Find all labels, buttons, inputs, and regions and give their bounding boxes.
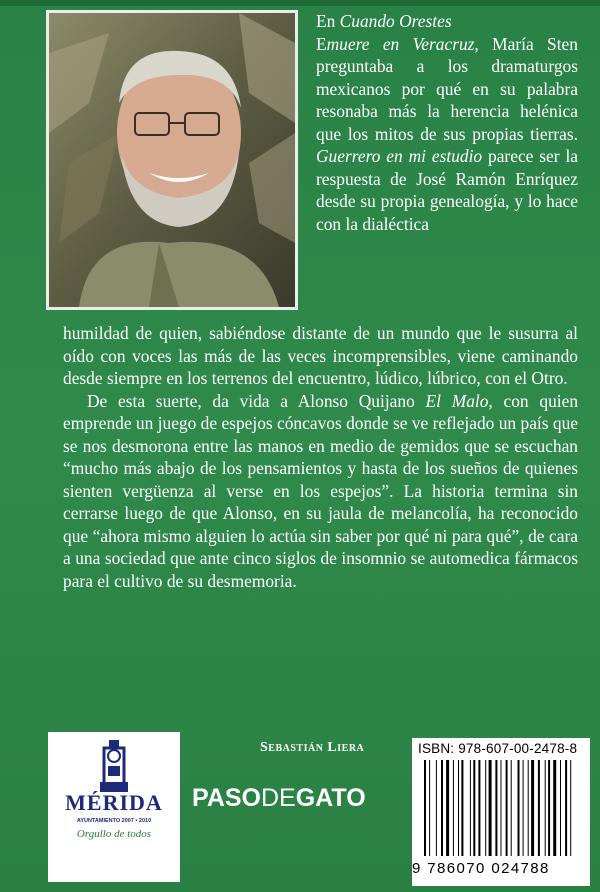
blurb-author: Sebastián Liera [260,740,365,755]
barcode-bar [495,760,497,856]
barcode-bar [538,760,540,856]
publisher-word: GATO [295,784,366,812]
drop-letter: E [316,33,327,54]
barcode-bar [470,760,471,856]
barcode-bar [545,760,546,856]
merida-title: MÉRIDA [65,790,163,815]
barcode-bar [458,760,459,856]
drop-letter: E [316,11,327,31]
barcode-bar [506,760,508,856]
book-title: Guerrero en mi estudio [316,146,483,166]
barcode-bar [531,760,534,856]
blurb-column-top [316,10,578,235]
barcode-graphic [424,760,584,856]
barcode-bar [553,760,556,856]
blurb-text: De esta suerte, da vida a Alonso Quijano [87,390,426,411]
barcode-bar [478,760,480,856]
barcode-bar [528,760,529,856]
blurb-text: María Sten preguntaba a los dramaturgos mexicanos por qué en su palabra resonaba más la herencia helénica que los mitos de sus propias tierras. [316,33,578,144]
barcode-bar [489,760,492,856]
publisher-word: PASO [192,784,261,812]
blurb-text: con quien emprende un juego de espejos cóncavos donde se ve reflejado un país que se nos desmorona entre las manos en medio de gemidos que se escuchan “mucho más abajo de los pensamientos y hasta de los sueños de quienes sienten vergüenza al verse en los espejos”. La historia termina sin cerrarse luego de que Alonso, en su jaula de melancolía, ha reconocido que “ahora mismo alguien lo actúa sin saber por qué ni para qué”, de cara a una sociedad que ante cinco siglos de insomnio se automedica fármacos para el cultivo de su desmemoria. [63,390,579,591]
merida-subtitle: AYUNTAMIENTO 2007 • 2010 [76,818,152,824]
blurb-paragraph-1: humildad de quien, sabiéndose distante de un mundo que le susurra al oído con voces las más de las veces incomprensibles, viene caminando desde siempre en los terrenos del encuentro, lúdico, lúbrico, con el Otro. [63,323,578,388]
publisher-word: DE [261,784,296,812]
author-photo [46,10,298,310]
play-title: muere en Veracruz, [326,33,479,54]
barcode-bar [453,760,454,856]
blurb-paragraph-2 [63,390,578,593]
cover-edge [0,0,600,6]
character-title: El Malo, [425,390,493,411]
barcode-bar [461,760,463,856]
publisher-logo [192,784,366,813]
barcode-bar [518,760,520,856]
merida-tagline: Orgullo de todos [76,828,152,840]
barcode-bar [501,760,502,856]
merida-logo [48,732,180,882]
barcode-bar [446,760,449,856]
blurb-column-bottom [63,322,578,592]
barcode-bar [548,760,550,856]
barcode-bar [565,760,567,856]
isbn-label: ISBN: 978-607-00-2478-8 [418,741,578,756]
barcode-bar [436,760,437,856]
barcode-bar [523,760,524,856]
blurb-text: n [326,11,340,31]
barcode-bar [485,760,486,856]
barcode-digits: 9 786070 024788 [412,860,550,877]
barcode-bar [511,760,512,856]
blurb-text: parece ser la respuesta de José Ramón Enríquez desde su propia genealogía, y lo hace con la dialéctica [316,146,578,234]
barcode-bar [473,760,475,856]
barcode-bar [424,760,426,856]
barcode-bar [429,760,430,856]
barcode-bar [570,760,571,856]
tower-icon [98,738,130,792]
barcode-bar [560,760,561,856]
play-title: Cuando Orestes [339,11,452,31]
barcode-bar [441,760,443,856]
